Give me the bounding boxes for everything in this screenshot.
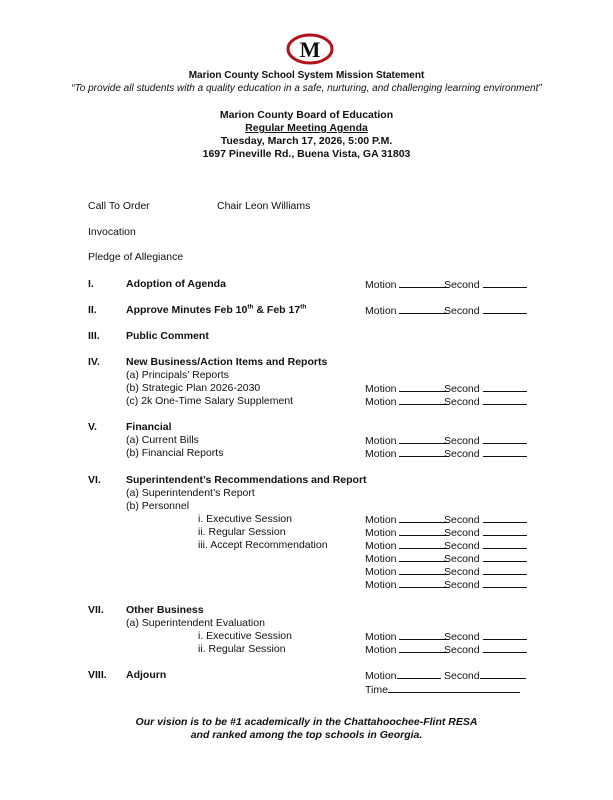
agenda-title: Regular Meeting Agenda — [245, 122, 368, 134]
motion-field[interactable] — [365, 447, 449, 460]
motion-label: Motion — [365, 670, 397, 682]
motion-field[interactable] — [365, 578, 449, 591]
sub-item: (a) Superintendent’s Report — [126, 487, 255, 499]
motion-label: Motion — [365, 383, 397, 395]
second-label: Second — [444, 514, 480, 526]
motion-label: Motion — [365, 579, 397, 591]
sub-item: (b) Strategic Plan 2026-2030 — [126, 382, 261, 394]
meeting-address: 1697 Pineville Rd., Buena Vista, GA 31803 — [202, 148, 411, 160]
second-label: Second — [444, 670, 480, 682]
second-label: Second — [444, 279, 480, 291]
logo-letter: M — [299, 37, 321, 62]
vision-line-2: and ranked among the top schools in Georgia. — [190, 729, 423, 741]
motion-label: Motion — [365, 448, 397, 460]
motion-label: Motion — [365, 305, 397, 317]
second-field[interactable] — [444, 278, 527, 291]
sub-sub-item: ii. Regular Session — [198, 526, 286, 538]
second-field[interactable] — [444, 526, 527, 539]
item-title: Public Comment — [126, 330, 209, 342]
motion-label: Motion — [365, 644, 397, 656]
second-label: Second — [444, 553, 480, 565]
second-label: Second — [444, 383, 480, 395]
second-label: Second — [444, 527, 480, 539]
second-field[interactable] — [444, 552, 527, 565]
motion-field[interactable] — [365, 552, 449, 565]
mission-text: “To provide all students with a quality education in a safe, nurturing, and challenging learning environment” — [71, 83, 542, 94]
second-field[interactable] — [444, 447, 527, 460]
sub-sub-item: i. Executive Session — [198, 630, 292, 642]
item-title: New Business/Action Items and Reports — [126, 356, 328, 368]
second-label: Second — [444, 579, 480, 591]
motion-label: Motion — [365, 540, 397, 552]
second-field[interactable] — [444, 565, 527, 578]
motion-field[interactable] — [365, 434, 449, 447]
item-title: Adjourn — [126, 669, 167, 681]
item-title: Approve Minutes Feb 10th & Feb 17th — [126, 303, 307, 316]
second-field[interactable] — [444, 669, 526, 682]
sub-item: (a) Principals’ Reports — [126, 369, 229, 381]
sub-item: (b) Financial Reports — [126, 447, 224, 459]
motion-label: Motion — [365, 553, 397, 565]
motion-field[interactable] — [365, 669, 441, 682]
motion-field[interactable] — [365, 565, 449, 578]
motion-field[interactable] — [365, 382, 449, 395]
motion-field[interactable] — [365, 630, 449, 643]
item-number: VII. — [88, 604, 104, 616]
item-number: I. — [88, 278, 94, 290]
second-field[interactable] — [444, 578, 527, 591]
second-field[interactable] — [444, 643, 527, 656]
second-field[interactable] — [444, 382, 527, 395]
school-logo-icon — [286, 33, 334, 65]
pledge: Pledge of Allegiance — [88, 251, 184, 263]
motion-label: Motion — [365, 527, 397, 539]
second-label: Second — [444, 566, 480, 578]
motion-label: Motion — [365, 435, 397, 447]
second-field[interactable] — [444, 434, 527, 447]
second-label: Second — [444, 396, 480, 408]
motion-label: Motion — [365, 566, 397, 578]
motion-field[interactable] — [365, 643, 449, 656]
call-to-order: Call To Order — [88, 200, 150, 212]
item-number: II. — [88, 304, 97, 316]
second-field[interactable] — [444, 513, 527, 526]
sub-sub-item: ii. Regular Session — [198, 643, 286, 655]
item-number: III. — [88, 330, 100, 342]
motion-label: Motion — [365, 514, 397, 526]
invocation: Invocation — [88, 226, 136, 238]
item-number: IV. — [88, 356, 100, 368]
second-field[interactable] — [444, 630, 527, 643]
item-title: Superintendent’s Recommendations and Report — [126, 474, 367, 486]
mission-title: Marion County School System Mission Statement — [188, 70, 425, 81]
motion-field[interactable] — [365, 513, 449, 526]
motion-label: Motion — [365, 396, 397, 408]
motion-field[interactable] — [365, 395, 449, 408]
motion-label: Motion — [365, 631, 397, 643]
item-number: V. — [88, 421, 97, 433]
sub-item: (a) Superintendent Evaluation — [126, 617, 265, 629]
second-field[interactable] — [444, 304, 527, 317]
chair-name: Chair Leon Williams — [217, 200, 311, 212]
second-label: Second — [444, 540, 480, 552]
motion-field[interactable] — [365, 526, 449, 539]
sub-sub-item: i. Executive Session — [198, 513, 292, 525]
second-label: Second — [444, 435, 480, 447]
board-name: Marion County Board of Education — [219, 109, 394, 121]
motion-field[interactable] — [365, 539, 449, 552]
second-label: Second — [444, 305, 480, 317]
second-field[interactable] — [444, 395, 527, 408]
sub-item: (b) Personnel — [126, 500, 190, 512]
motion-label: Motion — [365, 279, 397, 291]
second-label: Second — [444, 644, 480, 656]
second-label: Second — [444, 631, 480, 643]
item-title: Financial — [126, 421, 172, 433]
sub-sub-item: iii. Accept Recommendation — [198, 539, 328, 551]
second-field[interactable] — [444, 539, 527, 552]
motion-field[interactable] — [365, 304, 449, 317]
vision-line-1: Our vision is to be #1 academically in the Chattahoochee-Flint RESA — [135, 716, 478, 728]
time-field[interactable] — [365, 683, 520, 696]
time-label: Time — [365, 684, 388, 696]
motion-field[interactable] — [365, 278, 449, 291]
sub-item: (a) Current Bills — [126, 434, 199, 446]
sub-item: (c) 2k One-Time Salary Supplement — [126, 395, 294, 407]
item-title: Other Business — [126, 604, 204, 616]
second-label: Second — [444, 448, 480, 460]
item-title: Adoption of Agenda — [126, 278, 226, 290]
item-number: VIII. — [88, 669, 107, 681]
meeting-date: Tuesday, March 17, 2026, 5:00 P.M. — [220, 135, 393, 147]
item-number: VI. — [88, 474, 101, 486]
